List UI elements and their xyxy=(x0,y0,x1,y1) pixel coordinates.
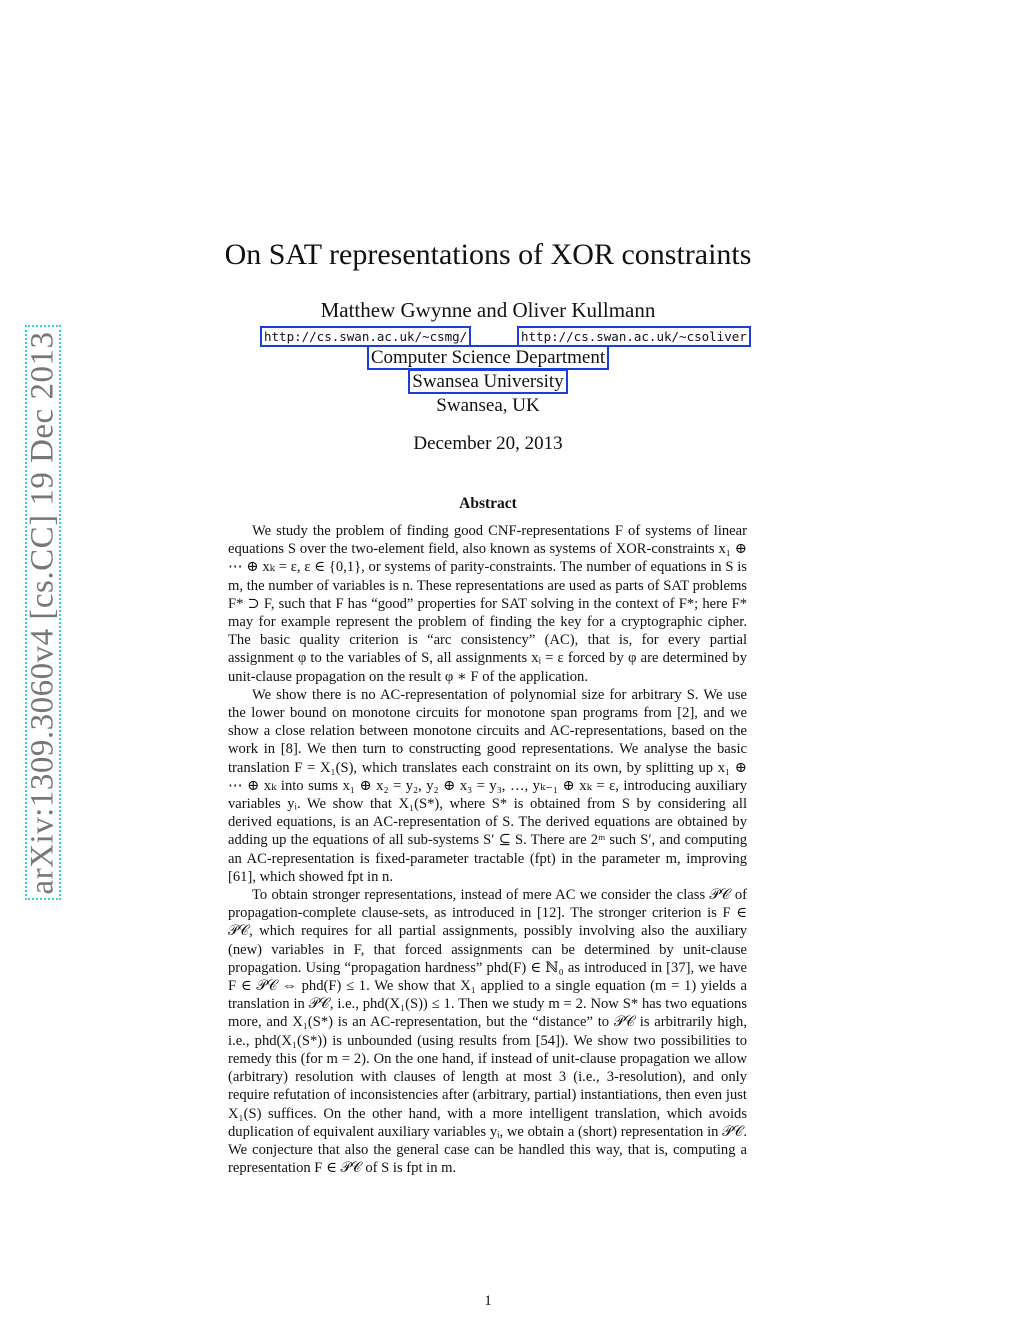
abstract-heading: Abstract xyxy=(459,495,517,512)
department-line xyxy=(0,347,976,369)
author-url-gwynne[interactable]: http://cs.swan.ac.uk/~csmg/ xyxy=(260,326,471,347)
paper-date: December 20, 2013 xyxy=(413,433,563,454)
department-link[interactable]: Computer Science Department xyxy=(367,345,609,370)
abstract-paragraph: We show there is no AC-representation of polynomial size for arbitrary S. We use the lower bound on monotone circuits for monotone span programs from [2], and we show a close relation between monotone circuits and AC-representations, based on the work in [8]. We then turn to constructing good representations. We analyse the basic translation F = X₁(S), which translates each constraint on its own, by splitting up x₁ ⊕ ⋯ ⊕ xₖ into sums x₁ ⊕ x₂ = y₂, y₂ ⊕ x₃ = y₃, …, yₖ₋₁ ⊕ xₖ = ε, introducing auxiliary variables yᵢ. We show that X₁(S*), where S* is obtained from S by considering all derived equations, is an AC-representation of S. The derived equations are obtained by adding up the equations of all sub-systems S′ ⊆ S. There are 2ᵐ such S′, and computing an AC-representation is fixed-parameter tractable (fpt) in the parameter m, improving [61], which showed fpt in n. xyxy=(228,686,747,885)
page-number: 1 xyxy=(484,1293,492,1309)
abstract-paragraph: To obtain stronger representations, instead of mere AC we consider the class 𝒫𝒞 of propagation-complete clause-sets, as introduced in [12]. The stronger criterion is F ∈ 𝒫𝒞, which requires for all partial assignments, possibly involving also the auxiliary (new) variables in F, that forced assignments can be determined by unit-clause propagation. Using “propagation hardness” phd(F) ∈ ℕ₀ as introduced in [37], we have F ∈ 𝒫𝒞 ⇔ phd(F) ≤ 1. We show that X₁ applied to a single equation (m = 1) yields a translation in 𝒫𝒞, i.e., phd(X₁(S)) ≤ 1. Then we study m = 2. Now S* has two equations more, and X₁(S*) is an AC-representation, but the “distance” to 𝒫𝒞 is arbitrarily high, i.e., phd(X₁(S*)) is unbounded (using results from [54]). We show two possibilities to remedy this (for m = 2). On the one hand, if instead of unit-clause propagation we allow (arbitrary) resolution with clauses of length at most 3 (i.e., 3-resolution), and only require refutation of inconsistencies after (arbitrary, partial) instantiations, then even just X₁(S) suffices. On the other hand, with a more intelligent translation, which avoids duplication of equivalent auxiliary variables yᵢ, we obtain a (short) representation in 𝒫𝒞. We conjecture that also the general case can be handled this way, that is, computing a representation F ∈ 𝒫𝒞 of S is fpt in m. xyxy=(228,887,747,1177)
paper-authors: Matthew Gwynne and Oliver Kullmann xyxy=(320,298,656,322)
university-line xyxy=(0,371,976,393)
arxiv-identifier: arXiv:1309.3060v4 [cs.CC] 19 Dec 2013 xyxy=(24,331,61,894)
abstract-body xyxy=(228,522,747,1177)
location: Swansea, UK xyxy=(436,395,540,416)
abstract-paragraph: We study the problem of finding good CNF-representations F of systems of linear equations S over the two-element field, also known as systems of XOR-constraints x₁ ⊕ ⋯ ⊕ xₖ = ε, ε ∈ {0,1}, or systems of parity-constraints. The number of equations in S is m, the number of variables is n. These representations are used as parts of SAT problems F* ⊃ F, such that F has “good” properties for SAT solving in the context of F*; here F* may for example represent the problem of finding the key for a cryptographic cipher. The basic quality criterion is “arc consistency” (AC), that is, for every partial assignment φ to the variables of S, all assignments xᵢ = ε forced by φ are determined by unit-clause propagation on the result φ ∗ F of the application. xyxy=(228,523,747,685)
university-link[interactable]: Swansea University xyxy=(408,369,567,394)
paper-title: On SAT representations of XOR constraints xyxy=(224,238,752,271)
author-url-kullmann[interactable]: http://cs.swan.ac.uk/~csoliver xyxy=(517,326,751,347)
